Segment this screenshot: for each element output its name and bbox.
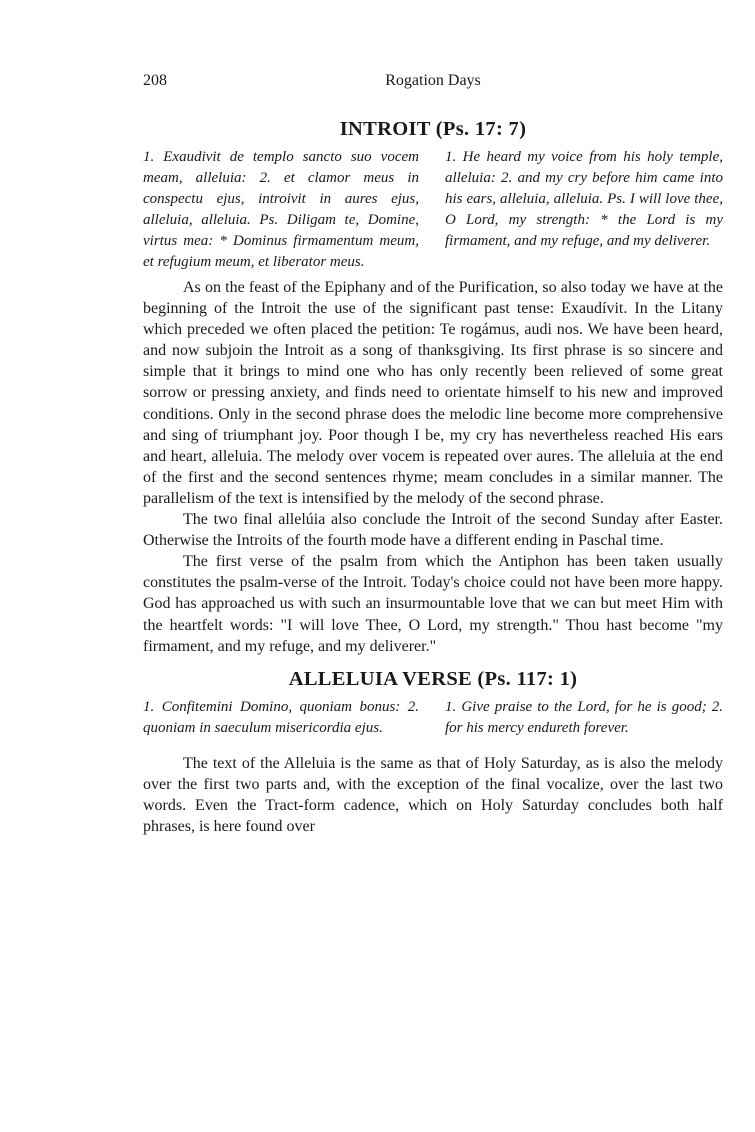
alleluia-latin-text: 1. Confitemini Domino, quoniam bonus: 2. quoniam in saeculum misericordia ejus. <box>143 698 419 736</box>
introit-latin-text: 1. Exaudivit de templo sancto suo vocem meam, alleluia: 2. et clamor meus in conspectu ejus, introivit in aures ejus, alleluia, alleluia. Ps. Diligam te, Domine, virtus mea: * Dominus firmamentum meum, et refugium meum, et liberator meus. <box>143 149 419 270</box>
commentary-paragraph: As on the feast of the Epiphany and of the Purification, so also today we have at the beginning of the Introit the use of the significant past tense: Exaudívit. In the Litany which preceded we often placed the petition: Te rogámus, audi nos. We have been heard, and now subjoin the Introit as a song of thanksgiving. Its first phrase is so sincere and simple that it brings to mind one who has only recently been relieved of some great sorrow or pressing anxiety, and finds need to orientate himself to his new and improved conditions. Only in the second phrase does the melodic line become more comprehensive and sing of triumphant joy. Poor though I be, my cry has nevertheless reached His ears and heart, alleluia. The melody over vocem is repeated over aures. The alleluia at the end of the first and the second sentences rhyme; meam concludes in a similar manner. The parallelism of the text is intensified by the melody of the second phrase. <box>143 279 723 507</box>
page-header <box>143 72 723 98</box>
page-number: 208 <box>143 72 167 89</box>
introit-commentary <box>143 277 723 657</box>
alleluia-english-text: 1. Give praise to the Lord, for he is good; 2. for his mercy endureth forever. <box>445 698 723 736</box>
introit-english-text: 1. He heard my voice from his holy temple, alleluia: 2. and my cry before him came into his ears, alleluia, alleluia. Ps. I will love thee, O Lord, my strength: * the Lord is my firmament, and my refuge, and my deliverer. <box>445 149 723 249</box>
commentary-paragraph: The two final allelúia also conclude the Introit of the second Sunday after Easter. Otherwise the Introits of the fourth mode have a different ending in Paschal time. <box>143 511 723 550</box>
book-page <box>143 72 723 837</box>
introit-heading: INTROIT (Ps. 17: 7) <box>339 118 527 140</box>
alleluia-text-columns <box>143 697 723 739</box>
running-title: Rogation Days <box>385 72 481 89</box>
introit-text-columns <box>143 147 723 273</box>
commentary-paragraph: The text of the Alleluia is the same as that of Holy Saturday, as is also the melody over the first two parts and, with the exception of the final vocalize, over the last two words. Even the Tract-form cadence, which on Holy Saturday concludes both half phrases, is here found over <box>143 754 723 835</box>
alleluia-commentary <box>143 753 723 837</box>
alleluia-heading: ALLELUIA VERSE (Ps. 117: 1) <box>288 667 578 690</box>
commentary-paragraph: The first verse of the psalm from which the Antiphon has been taken usually constitutes the psalm-verse of the Introit. Today's choice could not have been more happy. God has approached us with such an insurmountable love that we can but meet Him with the heartfelt words: "I will love Thee, O Lord, my strength." Thou hast become "my firmament, and my refuge, and my deliverer." <box>143 553 723 655</box>
